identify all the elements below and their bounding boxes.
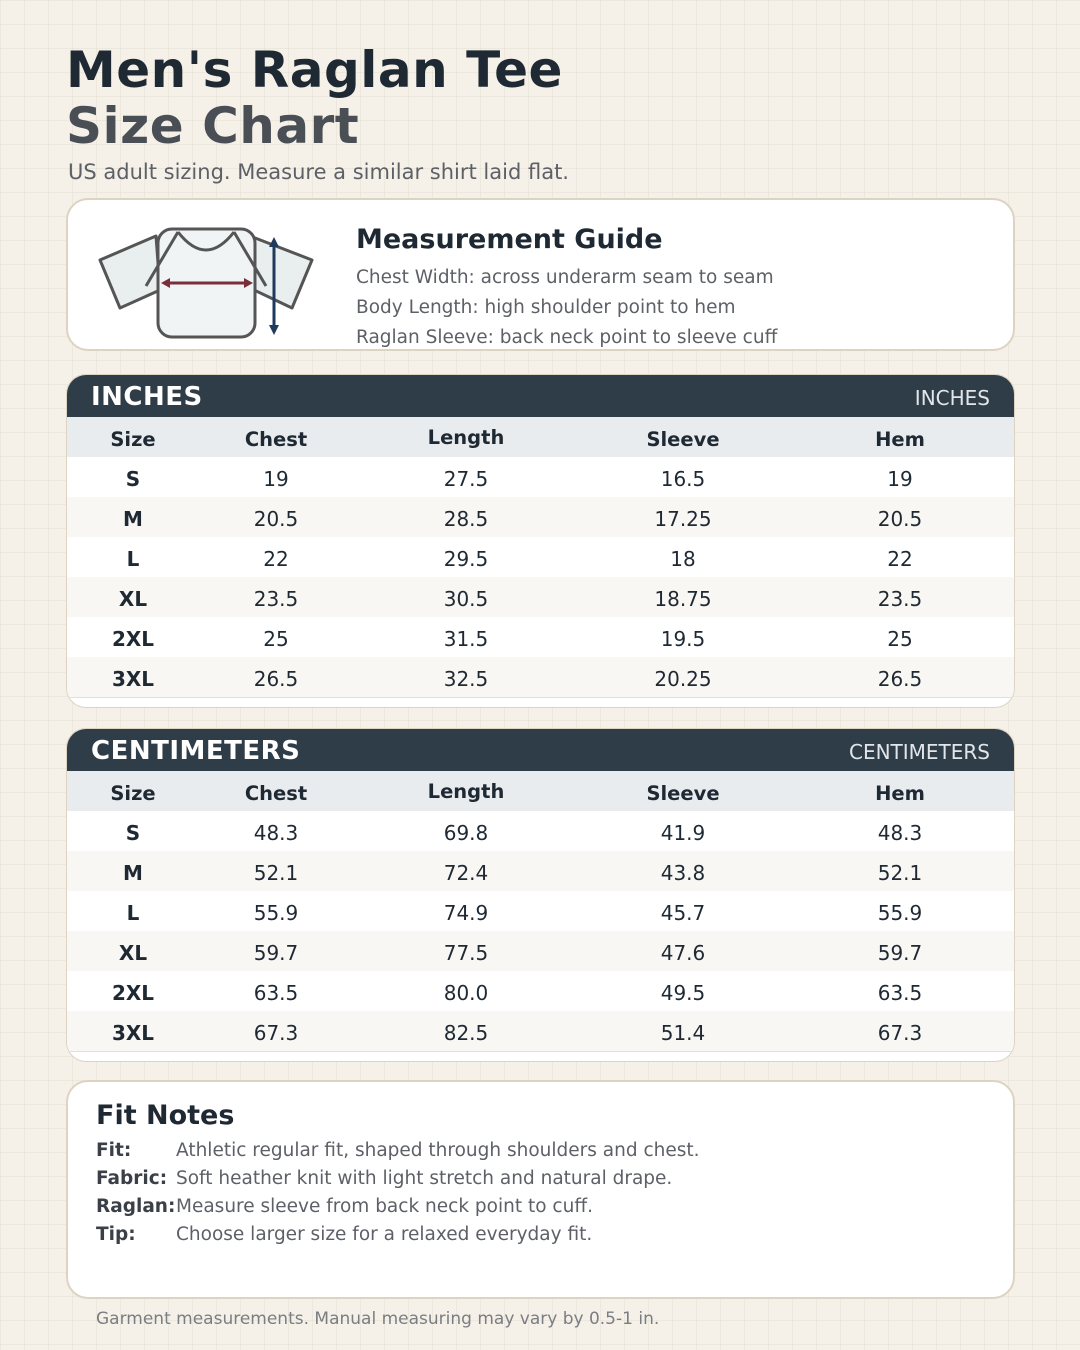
column-header-row [67,417,1014,457]
note-value: Measure sleeve from back neck point to cuff. [176,1196,593,1217]
cell-length: 77.5 [443,941,489,965]
cell-size: 3XL [111,667,155,691]
fit-notes-card [66,1080,1015,1299]
cell-sleeve: 45.7 [660,901,706,925]
table-title: INCHES [91,382,203,412]
cell-hem: 22 [887,547,913,571]
cell-size: 3XL [111,1021,155,1045]
guide-line-length: Body Length: high shoulder point to hem [356,297,736,318]
cell-sleeve: 19.5 [660,627,706,651]
table-row [67,1011,1014,1051]
table-row [67,497,1014,537]
table-row [67,891,1014,931]
table-row [67,457,1014,497]
column-header-length: Length [427,780,505,803]
cell-hem: 67.3 [877,1021,923,1045]
cell-hem: 25 [887,627,913,651]
cell-chest: 19 [263,467,289,491]
cell-chest: 20.5 [253,507,299,531]
note-value: Choose larger size for a relaxed everyday fit. [176,1224,593,1245]
cell-chest: 63.5 [253,981,299,1005]
cell-size: 2XL [111,981,155,1005]
cell-sleeve: 43.8 [660,861,706,885]
cell-size: S [125,821,141,845]
cell-size: L [126,901,140,925]
cell-sleeve: 41.9 [660,821,706,845]
page-title: Men's Raglan Tee [66,41,563,99]
cell-length: 28.5 [443,507,489,531]
column-header-hem: Hem [875,428,925,451]
note-value: Athletic regular fit, shaped through shoulders and chest. [176,1140,700,1161]
cell-hem: 52.1 [877,861,923,885]
column-header-length: Length [427,426,505,449]
note-row [96,1193,976,1221]
guide-line-chest: Chest Width: across underarm seam to seam [356,267,774,288]
cell-sleeve: 18 [670,547,696,571]
note-key: Raglan: [96,1196,176,1217]
column-header-size: Size [110,428,156,451]
table-unit-label: CENTIMETERS [848,740,990,764]
cell-chest: 23.5 [253,587,299,611]
table-footer [67,697,1014,707]
cell-length: 82.5 [443,1021,489,1045]
table-row [67,851,1014,891]
note-key: Fabric: [96,1168,168,1189]
column-header-chest: Chest [244,428,308,451]
cell-length: 32.5 [443,667,489,691]
cell-size: 2XL [111,627,155,651]
cell-sleeve: 18.75 [654,587,712,611]
cell-size: XL [118,941,148,965]
cell-size: M [123,861,143,885]
note-value: Soft heather knit with light stretch and natural drape. [176,1168,673,1189]
cell-hem: 20.5 [877,507,923,531]
cell-chest: 59.7 [253,941,299,965]
cell-hem: 59.7 [877,941,923,965]
column-header-sleeve: Sleeve [646,428,720,451]
cell-sleeve: 20.25 [654,667,712,691]
cell-length: 31.5 [443,627,489,651]
cell-size: S [125,467,141,491]
cell-sleeve: 49.5 [660,981,706,1005]
cell-chest: 22 [263,547,289,571]
centimeters-size-table [66,728,1015,1062]
cell-size: M [123,507,143,531]
table-header-bar [67,375,1014,417]
cell-chest: 55.9 [253,901,299,925]
inches-size-table [66,374,1015,708]
note-row [96,1165,976,1193]
cell-sleeve: 16.5 [660,467,706,491]
cell-length: 69.8 [443,821,489,845]
cell-hem: 23.5 [877,587,923,611]
cell-sleeve: 51.4 [660,1021,706,1045]
table-row [67,537,1014,577]
cell-chest: 67.3 [253,1021,299,1045]
note-row [96,1221,976,1249]
table-footer [67,1051,1014,1061]
table-row [67,931,1014,971]
page-subtitle-title: Size Chart [66,97,360,155]
cell-length: 80.0 [443,981,489,1005]
tshirt-diagram-icon [98,224,328,344]
column-header-row [67,771,1014,811]
cell-size: L [126,547,140,571]
table-row [67,617,1014,657]
cell-chest: 26.5 [253,667,299,691]
cell-length: 74.9 [443,901,489,925]
guide-line-sleeve: Raglan Sleeve: back neck point to sleeve cuff [356,327,778,348]
measurement-guide-card [66,198,1015,351]
footnote: Garment measurements. Manual measuring may vary by 0.5-1 in. [96,1309,660,1329]
table-row [67,811,1014,851]
table-title: CENTIMETERS [91,736,301,766]
cell-length: 27.5 [443,467,489,491]
column-header-hem: Hem [875,782,925,805]
cell-length: 30.5 [443,587,489,611]
table-row [67,971,1014,1011]
cell-chest: 52.1 [253,861,299,885]
cell-hem: 26.5 [877,667,923,691]
note-row [96,1137,976,1165]
cell-sleeve: 17.25 [654,507,712,531]
table-unit-label: INCHES [914,386,990,410]
cell-chest: 48.3 [253,821,299,845]
table-row [67,577,1014,617]
table-header-bar [67,729,1014,771]
guide-title: Measurement Guide [356,224,663,255]
table-row [67,657,1014,697]
column-header-sleeve: Sleeve [646,782,720,805]
cell-size: XL [118,587,148,611]
note-key: Fit: [96,1140,132,1161]
note-key: Tip: [96,1224,136,1245]
cell-hem: 63.5 [877,981,923,1005]
column-header-chest: Chest [244,782,308,805]
cell-hem: 55.9 [877,901,923,925]
notes-title: Fit Notes [96,1100,235,1131]
cell-hem: 19 [887,467,913,491]
cell-length: 72.4 [443,861,489,885]
cell-sleeve: 47.6 [660,941,706,965]
column-header-size: Size [110,782,156,805]
page-description: US adult sizing. Measure a similar shirt laid flat. [68,160,569,184]
cell-chest: 25 [263,627,289,651]
cell-length: 29.5 [443,547,489,571]
cell-hem: 48.3 [877,821,923,845]
